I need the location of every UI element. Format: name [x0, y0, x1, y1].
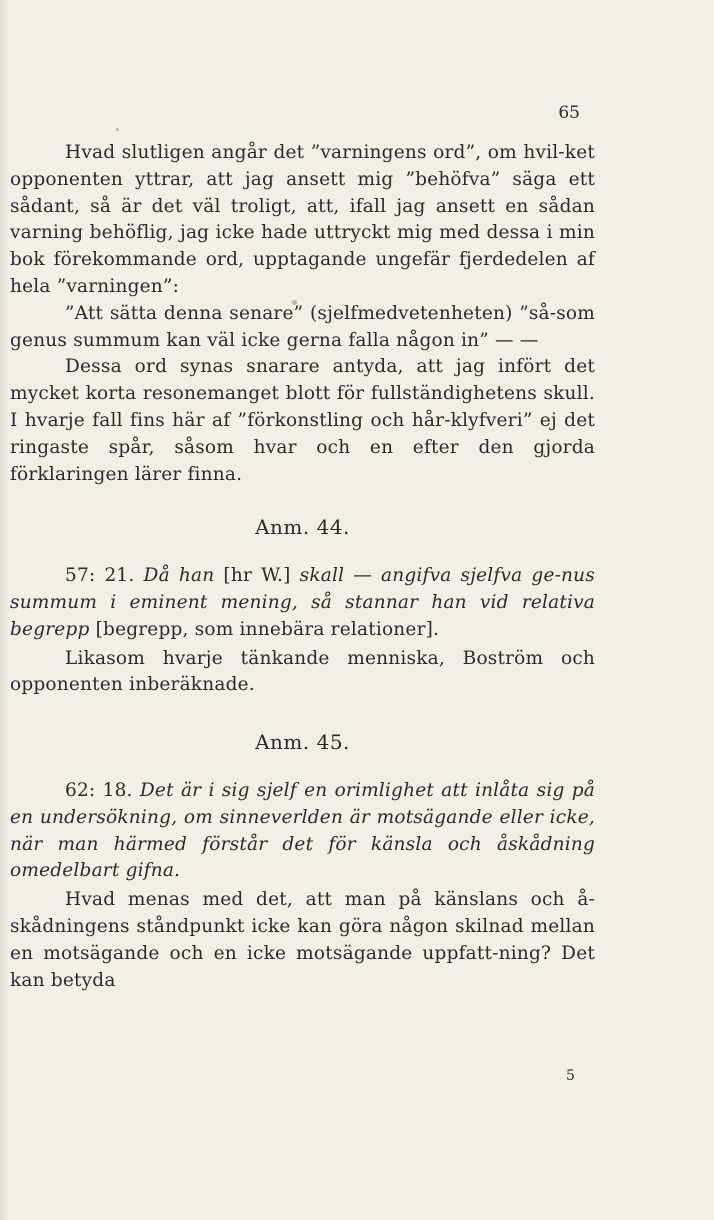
page-edge-shadow: [0, 0, 8, 1220]
page-number: 65: [558, 103, 580, 123]
note-45-citation: [10, 778, 595, 885]
citation-ref: 62: 18.: [65, 779, 133, 801]
note-44-citation: [10, 563, 595, 643]
citation-italic-2: skall — angifva sjelfva ge-nus summum i eminent mening, så stannar han vid relativa begrepp: [10, 565, 595, 640]
note-heading-45: Anm. 45.: [255, 730, 350, 755]
citation-bracket-2: [begrepp, som innebära relationer].: [95, 618, 440, 640]
paragraph-2-quote: ”Att sätta denna senare” (sjelfmedvetenheten) ”så-som genus summum kan väl icke gerna falla någon in” — —: [10, 302, 595, 351]
note-44-comment: Likasom hvarje tänkande menniska, Boström och opponenten inberäknade.: [10, 647, 595, 696]
paragraph-1: Hvad slutligen angår det ”varningens ord”, om hvil-ket opponenten yttrar, att jag ansett mig ”behöfva” säga ett sådant, så är det väl troligt, att, ifall jag ansett en sådan varning behöflig, jag icke hade uttryckt mig med dessa i min bok förekommande ord, upptagande ungefär fjerdedelen af hela ”varningen”:: [10, 142, 595, 297]
citation-italic: Det är i sig sjelf en orimlighet att inlåta sig på en undersökning, om sinneverlden är motsägande eller icke, när man härmed förstår det för känsla och åskådning omedelbart gifna.: [10, 779, 595, 882]
body-text: [10, 140, 595, 994]
note-45-comment: Hvad menas med det, att man på känslans och å-skådningens ståndpunkt icke kan göra någon skilnad mellan en motsägande och en icke motsägande uppfatt-ning? Det kan betyda: [10, 889, 595, 991]
citation-ref: 57: 21.: [65, 565, 135, 587]
citation-bracket-1: [hr W.]: [223, 565, 291, 587]
print-speck: [116, 128, 119, 131]
signature-mark: 5: [566, 1068, 575, 1084]
paragraph-3: Dessa ord synas snarare antyda, att jag infört det mycket korta resonemanget blott för fullständighetens skull. I hvarje fall fins här af ”förkonstling och hår-klyfveri” ej det ringaste spår, såsom hvar och en efter den gjorda förklaringen lärer finna.: [10, 356, 595, 485]
citation-italic-1: Då han: [143, 565, 215, 587]
note-heading-44: Anm. 44.: [255, 515, 350, 540]
